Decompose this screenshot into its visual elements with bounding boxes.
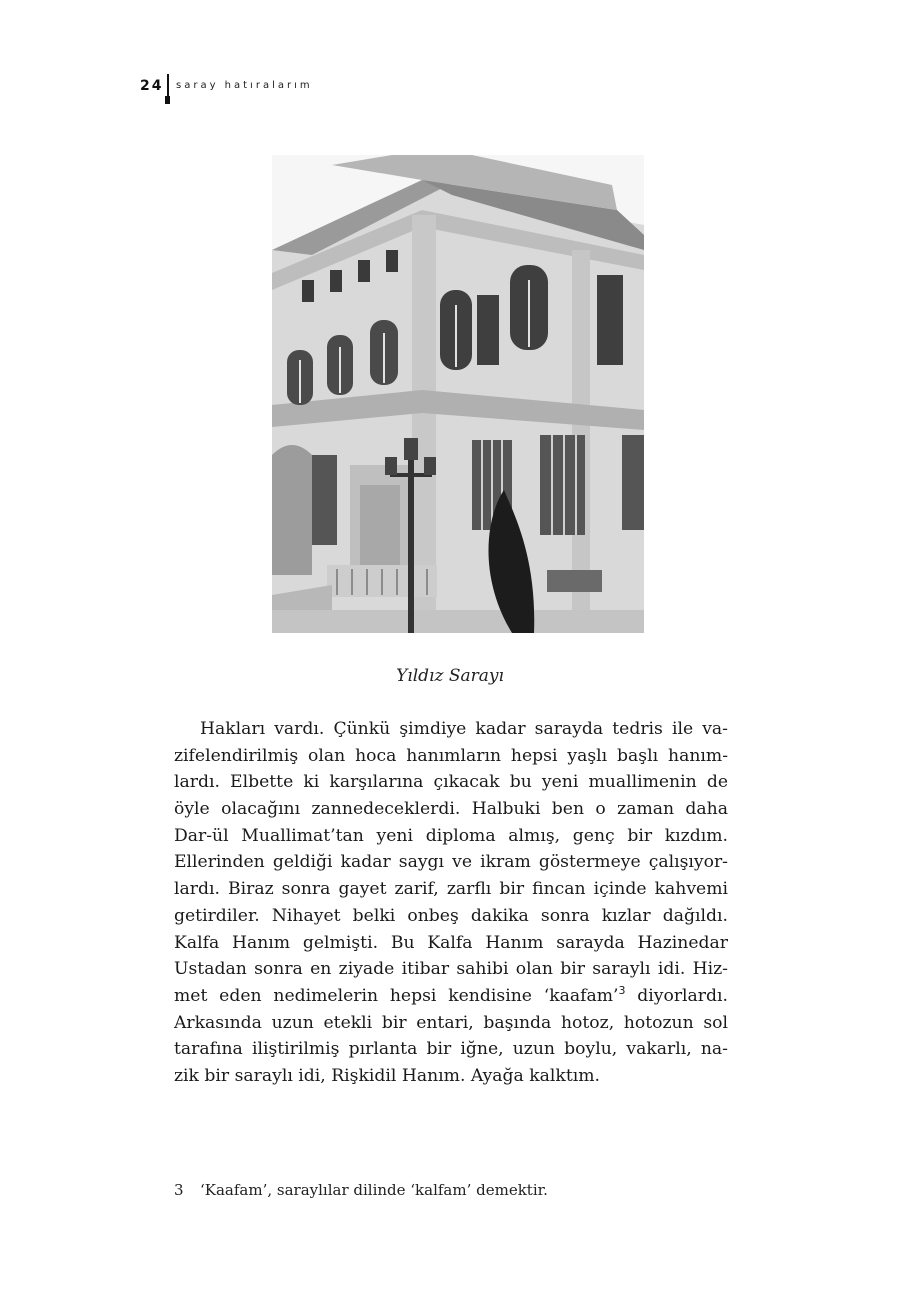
footnote-text: ‘Kaafam’, saraylılar dilinde ‘kalfam’ demektir. bbox=[200, 1181, 548, 1199]
text-line: öyle olacağını zannedeceklerdi. Halbuki ben o zaman daha bbox=[174, 799, 728, 820]
body-paragraph bbox=[174, 716, 728, 1090]
text-line: Hakları vardı. Çünkü şimdiye kadar sarayda tedris ile va- bbox=[200, 719, 728, 739]
text-segment: met eden nedimelerin hepsi kendisine ‘kaafam’ bbox=[174, 985, 619, 1006]
palace-photo bbox=[272, 155, 644, 633]
footnote-reference[interactable]: 3 bbox=[618, 983, 626, 997]
text-line: Ellerinden geldiği kadar saygı ve ikram göstermeye çalışıyor- bbox=[174, 852, 728, 873]
header-marker bbox=[165, 96, 170, 104]
text-line: lardı. Biraz sonra gayet zarif, zarflı bir fincan içinde kahvemi bbox=[174, 879, 728, 900]
text-line: zik bir saraylı idi, Rişkidil Hanım. Ayağa kalktım. bbox=[174, 1065, 601, 1086]
text-line: zifelendirilmiş olan hoca hanımların hepsi yaşlı başlı hanım- bbox=[174, 745, 728, 766]
page-number: 24 bbox=[140, 78, 164, 94]
text-line: Dar-ül Muallimat’tan yeni diploma almış, genç bir kızdım. bbox=[174, 825, 728, 846]
running-title: saray hatıralarım bbox=[176, 80, 313, 91]
header-divider bbox=[167, 74, 169, 98]
text-line: tarafına iliştirilmiş pırlanta bir iğne, uzun boylu, vakarlı, na- bbox=[174, 1039, 728, 1060]
text-line: Kalfa Hanım gelmişti. Bu Kalfa Hanım sarayda Hazinedar bbox=[174, 932, 728, 953]
footnote bbox=[174, 1181, 548, 1199]
text-segment: diyorlardı. bbox=[625, 985, 728, 1006]
text-line: lardı. Elbette ki karşılarına çıkacak bu yeni muallimenin de bbox=[174, 772, 728, 793]
text-line: getirdiler. Nihayet belki onbeş dakika sonra kızlar dağıldı. bbox=[174, 905, 728, 926]
figure-caption: Yıldız Sarayı bbox=[396, 666, 504, 686]
footnote-number: 3 bbox=[174, 1181, 184, 1199]
text-line-with-footnote bbox=[174, 983, 728, 1010]
text-line: Ustadan sonra en ziyade itibar sahibi olan bir saraylı idi. Hiz- bbox=[174, 959, 728, 980]
text-line: Arkasında uzun etekli bir entari, başında hotoz, hotozun sol bbox=[174, 1012, 728, 1033]
